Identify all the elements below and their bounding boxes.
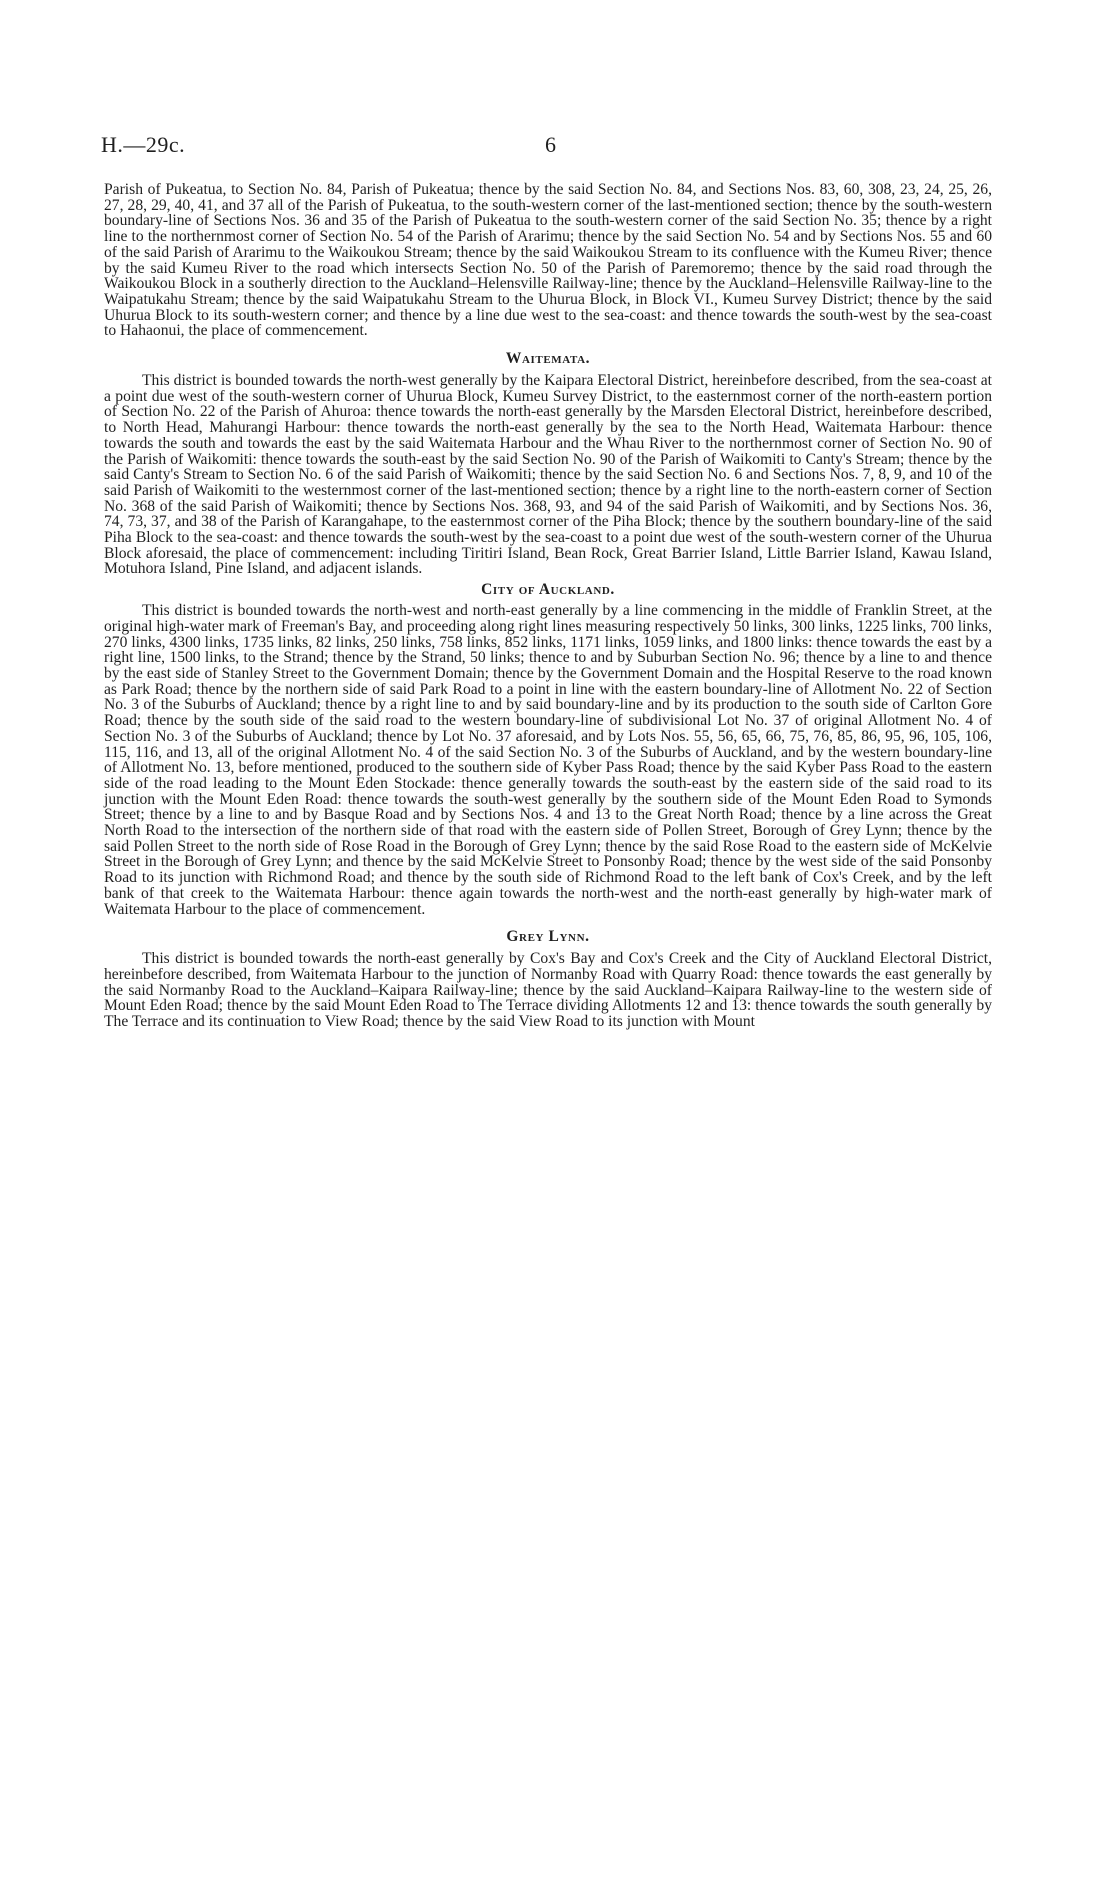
section-heading-grey-lynn: Grey Lynn.	[506, 928, 590, 946]
paragraph-city-of-auckland: This district is bounded towards the north-west and north-east generally by a line commencing in the middle of Franklin Street, at the original high-water mark of Freeman's Bay, and proceeding along right lines measuring respectively 50 links, 300 links, 1225 links, 700 links, 270 links, 4300 links, 1735 links, 82 links, 250 links, 758 links, 852 links, 1171 links, 1059 links, and 1800 links: thence towards the east by a right line, 1500 links, to the Strand; thence by the Strand, 50 links; thence to and by Suburban Section No. 96; thence by a line to and thence by the east side of Stanley Street to the Government Domain; thence by the Government Domain and the Hospital Reserve to the road known as Park Road; thence by the northern side of said Park Road to a point in line with the eastern boundary-line of Allotment No. 22 of Section No. 3 of the Suburbs of Auckland; thence by a right line to and by said boundary-line and by its production to the south side of Carlton Gore Road; thence by the south side of the said road to the western boundary-line of subdivisional Lot No. 37 of original Allotment No. 4 of Section No. 3 of the Suburbs of Auckland; thence by Lot No. 37 aforesaid, and by Lots Nos. 55, 56, 65, 66, 75, 76, 85, 86, 95, 96, 105, 106, 115, 116, and 13, all of the original Allotment No. 4 of the said Section No. 3 of the Suburbs of Auckland, and by the western boundary-line of Allotment No. 13, before mentioned, produced to the southern side of Kyber Pass Road; thence by the said Kyber Pass Road to the eastern side of the road leading to the Mount Eden Stockade: thence generally towards the south-east by the eastern side of the said road to its junction with the Mount Eden Road: thence towards the south-west generally by the southern side of the Mount Eden Road to Symonds Street; thence by a line to and by Basque Road and by Sections Nos. 4 and 13 to the Great North Road; thence by a line across the Great North Road to the intersection of the northern side of that road with the eastern side of Pollen Street, Borough of Grey Lynn; thence by the said Pollen Street to the north side of Rose Road in the Borough of Grey Lynn; thence by the said Rose Road to the eastern side of McKelvie Street in the Borough of Grey Lynn; and thence by the said McKelvie Street to Ponsonby Road; thence by the west side of the said Ponsonby Road to its junction with Richmond Road; and thence by the south side of Richmond Road to the left bank of Cox's Creek, and by the left bank of that creek to the Waitemata Harbour: thence again towards the north-west and the north-east generally by high-water mark of Waitemata Harbour to the place of commencement.	[104, 602, 992, 918]
page-number: 6	[545, 132, 556, 157]
document-reference: H.—29c.	[101, 132, 186, 157]
page-header	[101, 132, 994, 166]
section-heading-city-of-auckland: City of Auckland.	[481, 581, 615, 599]
paragraph-waitemata: This district is bounded towards the north-west generally by the Kaipara Electoral District, hereinbefore described, from the sea-coast at a point due west of the south-western corner of Uhurua Block, Kumeu Survey District, to the easternmost corner of the north-eastern portion of Section No. 22 of the Parish of Ahuroa: thence towards the north-east generally by the Marsden Electoral District, hereinbefore described, to North Head, Mahurangi Harbour: thence towards the north-east generally by the sea to the North Head, Waitemata Harbour: thence towards the south and towards the east by the said Waitemata Harbour and the Whau River to the northernmost corner of Section No. 90 of the Parish of Waikomiti: thence towards the south-east by the said Section No. 90 of the Parish of Waikomiti to Canty's Stream; thence by the said Canty's Stream to Section No. 6 of the said Parish of Waikomiti; thence by the said Section No. 6 and Sections Nos. 7, 8, 9, and 10 of the said Parish of Waikomiti to the westernmost corner of the last-mentioned section; thence by a right line to the north-eastern corner of Section No. 368 of the said Parish of Waikomiti; thence by Sections Nos. 368, 93, and 94 of the said Parish of Waikomiti, and by Sections Nos. 36, 74, 73, 37, and 38 of the Parish of Karangahape, to the easternmost corner of the Piha Block; thence by the southern boundary-line of the said Piha Block to the sea-coast: and thence towards the south-west by the sea-coast to a point due west of the south-western corner of the Uhurua Block aforesaid, the place of commencement: including Tiritiri Island, Bean Rock, Great Barrier Island, Little Barrier Island, Kawau Island, Motuhora Island, Pine Island, and adjacent islands.	[104, 372, 992, 578]
section-heading-waitemata: Waitemata.	[505, 350, 591, 368]
page-body	[104, 182, 992, 1030]
paragraph-grey-lynn: This district is bounded towards the north-east generally by Cox's Bay and Cox's Creek and the City of Auckland Electoral District, hereinbefore described, from Waitemata Harbour to the junction of Normanby Road with Quarry Road: thence towards the east generally by the said Normanby Road to the Auckland–Kaipara Railway-line; thence by the said Auckland–Kaipara Railway-line to the western side of Mount Eden Road; thence by the said Mount Eden Road to The Terrace dividing Allotments 12 and 13: thence towards the south generally by The Terrace and its continuation to View Road; thence by the said View Road to its junction with Mount	[104, 950, 992, 1031]
continued-paragraph: Parish of Pukeatua, to Section No. 84, Parish of Pukeatua; thence by the said Section No. 84, and Sections Nos. 83, 60, 308, 23, 24, 25, 26, 27, 28, 29, 40, 41, and 37 all of the Parish of Pukeatua, to the south-western corner of the last-mentioned section; thence by the south-western boundary-line of Sections Nos. 36 and 35 of the Parish of Pukeatua to the south-western corner of the said Section No. 35; thence by a right line to the northernmost corner of Section No. 54 of the Parish of Ararimu; thence by the said Section No. 54 and by Sections Nos. 55 and 60 of the said Parish of Ararimu to the Waikoukou Stream; thence by the said Waikoukou Stream to its confluence with the Kumeu River; thence by the said Kumeu River to the road which intersects Section No. 50 of the Parish of Paremoremo; thence by the said road through the Waikoukou Block in a southerly direction to the Auckland–Helensville Railway-line; thence by the Auckland–Helensville Railway-line to the Waipatukahu Stream; thence by the said Waipatukahu Stream to the Uhurua Block, in Block VI., Kumeu Survey District; thence by the said Uhurua Block to its south-western corner; and thence by a line due west to the sea-coast: and thence towards the south-west by the sea-coast to Hahaonui, the place of commencement.	[104, 181, 992, 340]
